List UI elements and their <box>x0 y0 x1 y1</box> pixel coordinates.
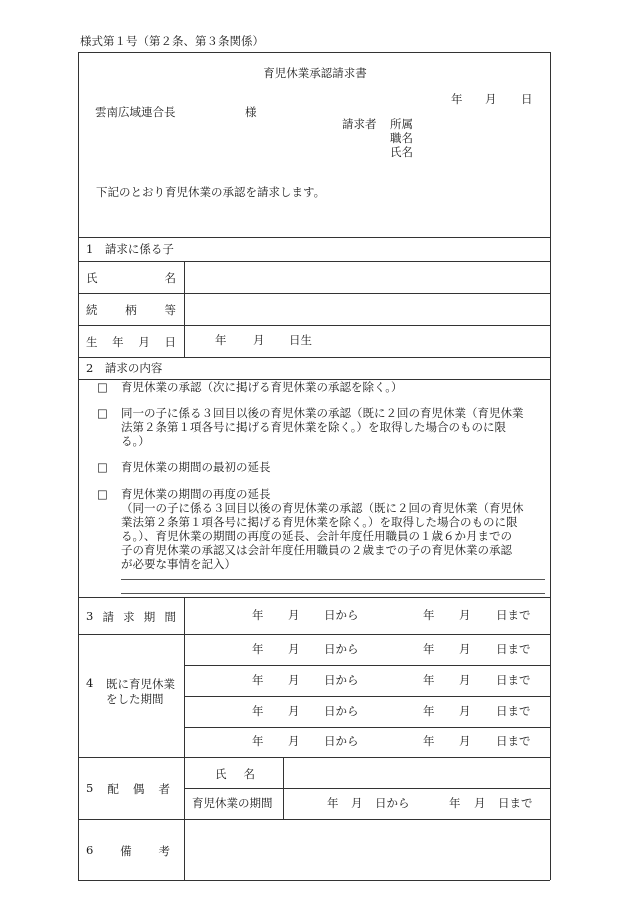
position-label: 職名 <box>390 131 413 145</box>
spouse-leave-label: 育児休業の期間 <box>192 796 273 810</box>
checkbox-first-extension[interactable]: □ <box>97 460 108 474</box>
reason-write-line-2[interactable] <box>121 593 545 594</box>
birth-day-label: 日生 <box>289 333 312 347</box>
checkbox-third-leave[interactable]: □ <box>97 406 108 420</box>
request-statement: 下記のとおり育児休業の承認を請求します。 <box>96 185 326 199</box>
date-month-label: 月 <box>485 92 497 106</box>
option-third-leave-line1: 同一の子に係る３回目以後の育児休業の承認（既に２回の育児休業（育児休業 <box>121 406 524 420</box>
checkbox-second-extension[interactable]: □ <box>97 487 108 501</box>
form-number: 様式第１号（第２条、第３条関係） <box>80 34 264 48</box>
birth-year-label: 年 <box>215 333 227 347</box>
honorific: 様 <box>245 105 257 119</box>
addressee: 雲南広域連合長 <box>95 105 176 119</box>
option-second-extension-note-line2: 業法第２条第１項各号に掲げる育児休業を除く。）を取得した場合のものに限 <box>121 515 518 529</box>
section5-label: 5 配 偶 者 <box>86 781 170 796</box>
section4-number: 4 <box>86 676 94 690</box>
child-relation-label: 続 柄 等 <box>86 303 176 317</box>
option-second-extension-note-line1: （同一の子に係る３回目以後の育児休業の承認（既に２回の育児休業（育児休 <box>121 501 524 515</box>
section3-label: 3 請 求 期 間 <box>86 609 176 624</box>
option-second-extension-note-line5: が必要な事情を記入） <box>121 557 236 571</box>
child-birth-label: 生 年 月 日 <box>86 335 176 349</box>
checkbox-leave-approval[interactable]: □ <box>97 380 108 394</box>
option-first-extension: 育児休業の期間の最初の延長 <box>121 460 271 474</box>
date-day-label: 日 <box>521 92 533 106</box>
option-leave-approval: 育児休業の承認（次に掲げる育児休業の承認を除く。） <box>121 380 403 394</box>
option-second-extension-note-line3: る。）、育児休業の期間の再度の延長、会計年度任用職員の１歳６か月までの <box>121 529 512 543</box>
date-year-label: 年 <box>451 92 463 106</box>
child-name-label: 氏 名 <box>86 271 176 285</box>
option-second-extension-note-line4: 子の育児休業の承認又は会計年度任用職員の２歳までの子の育児休業の承認 <box>121 543 512 557</box>
option-third-leave-line3: る。） <box>121 434 150 448</box>
section2-heading: 2 請求の内容 <box>86 361 163 375</box>
reason-write-line-1[interactable] <box>121 579 545 580</box>
option-third-leave-line2: 法第２条第１項各号に掲げる育児休業を除く。）を取得した場合のものに限 <box>121 420 507 434</box>
name-label: 氏名 <box>390 145 413 159</box>
form-title: 育児休業承認請求書 <box>263 66 367 80</box>
option-second-extension: 育児休業の期間の再度の延長 <box>121 487 271 501</box>
section1-heading: 1 請求に係る子 <box>86 242 174 256</box>
birth-month-label: 月 <box>253 333 265 347</box>
affiliation-label: 所属 <box>390 117 413 131</box>
spouse-name-label: 氏 名 <box>215 767 255 781</box>
section6-label: 6 備 考 <box>86 843 170 858</box>
requester-label: 請求者 <box>342 117 377 131</box>
section4-label: 既に育児休業をした期間 <box>106 677 175 706</box>
